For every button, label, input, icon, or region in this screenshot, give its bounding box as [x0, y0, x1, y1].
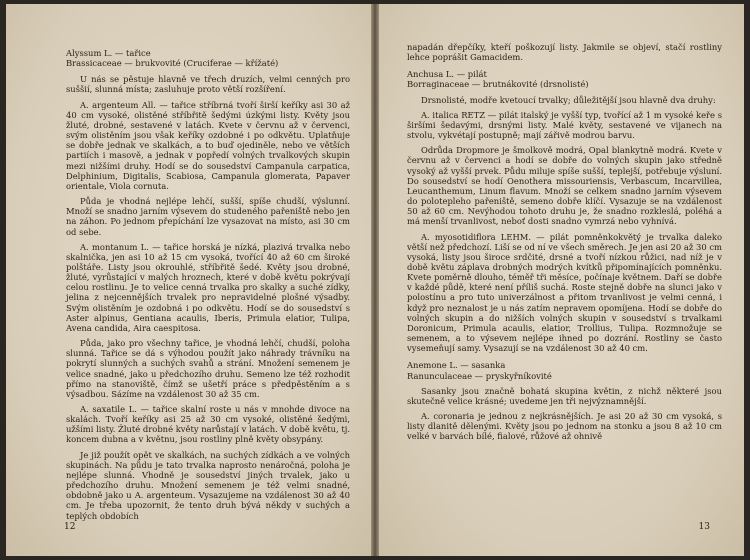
paragraph: A. myosotidiflora LEHM. — pilát pomněnkokvětý je trvalka daleko větší než předchozí. Liší se od ní ve všech směrech. Je jen asi 20 až 30 cm vysoká, listy jsou široce srdčité, drsné a tvoří nízkou růžici, nad níž je v době květu záplava drobných modrých kvítků připomínajících pomněnku. Kvete poměrně dlouho, téměř tři měsíce, počínaje květnem. Daří se dobře v každé půdě, které není příliš suchá. Roste stejně dobře na slunci jako v polostínu a pro tuto univerzálnost a přitom trvanlivost je velmi cenná, i když pro neznalost je u nás zatím nepravem opomíjena. Hodí se dobře do volných skupin a do nižších volných skupin v sousedství s trvalkami Doronicum, Primula acaulis, elatior, Trollius, Tulipa. Rozmnožuje se semenem, a to výsevem nejlépe ihned po dozrání. Rostliny se často vysemeňují samy. Vysazují se na vzdálenost 30 až 40 cm.	[407, 231, 722, 354]
right-page	[379, 4, 744, 556]
paragraph: Drsnolisté, modře kvetoucí trvalky; důležitější jsou hlavně dva druhy:	[421, 94, 716, 105]
paragraph: Odrůda Dropmore je šmolkově modrá, Opal blankytně modrá. Kvete v červnu až v červenci a hodí se dobře do volných skupin jako středně vysoký až vyšší prvek. Půdu miluje spíše sušší, teplejší, potřebuje výsluní. Do sousedství se hodí Oenothera missouriensis, Verbascum, Incarvillea, Leucanthemum, Linum flavum. Množí se celkem snadno jarním výsevem do polotepleho pařeniště, semeno dobře klíčí. Vysazuje se na vzdálenost 50 až 60 cm. Nevýhodou tohoto druhu je, že snadno rozkleslá, poléhá a má menší trvanlivost, neboť dosti snadno vymrzá nebo vyhnívá.	[407, 145, 722, 227]
paragraph: Půda je vhodná nejlépe lehčí, sušší, spíše chudší, výslunní. Množí se snadno jarním výsevem do studeného pařeniště nebo jen na záhon. Po jednom přepíchání lze vysazovat na místo, asi 30 cm od sebe.	[66, 196, 350, 237]
paragraph: Je již použít opět ve skalkách, na suchých zídkách a ve volných skupinách. Na půdu je tato trvalka naprosto nenáročná, poloha je nejlépe slunná. Vhodně je sousedství jiných trvalek, jako u předchozího druhu. Množení semenem je též velmi snadné, obdobně jako u A. argenteum. Vysazujeme na vzdálenost 30 až 40 cm. Je třeba upozornit, že tento druh bývá někdy v suchých a teplých obdobích	[66, 449, 350, 521]
book-gutter	[371, 4, 379, 556]
family-line-borraginaceae: Borraginaceae — brutnákovité (drsnolisté)	[407, 79, 589, 90]
paragraph: Sasanky jsou značně bohatá skupina květin, z nichž některé jsou skutečně velice krásné; uvedeme jen tři nejvýznamnější.	[407, 385, 722, 406]
paragraph: A. coronaria je jednou z nejkrásnějších. Je asi 20 až 30 cm vysoká, s listy dlanitě dělenými. Květy jsou po jednom na stonku a jsou 8 až 10 cm velké v barvách bílé, fialové, růžové až ohnivě	[407, 411, 722, 442]
paragraph: napadán dřepčíky, kteří poškozují listy. Jakmile se objeví, stačí rostliny lehce poprášit Gamacidem.	[407, 42, 722, 63]
paragraph: A. argenteum All. — tařice stříbrná tvoří širší keříky asi 30 až 40 cm vysoké, olistěné stříbřitě šedými úzkými listy. Květy jsou žluté, drobné, sestavené v latách. Kvete v červnu až v červenci, svým olistěním jsou však keříky ozdobné i po odkvětu. Uplatňuje se dobře jednak ve skalkách, a to buď ojediněle, nebo ve větších partiích i masově, a jednak v popředí volných trvalkových skupin mezi nižšími druhy. Hodí se do sousedství Campanula carpatica, Delphinium, Digitalis, Scabiosa, Campanula glomerata, Papaver orientale, Viola cornuta.	[66, 99, 350, 191]
paragraph: A. montanum L. — tařice horská je nízká, plazivá trvalka nebo skalnička, jen asi 10 až 15 cm vysoká, tvořící 40 až 60 cm široké polštáře. Listy jsou okrouhlé, stříbřitě šedé. Květy jsou drobné, žluté, vyrůstající v malých hroznech, které v době květu pokrývají celou rostlinu. Je to velice cenná trvalka pro skalky a suché zídky, jelina z nejcennějších trvalek pro nepravidelné plošné výsadby. Svým olistěním je ozdobná i po odkvětu. Hodí se do sousedství s Aster alpinus, Gentiana acaulis, Iberis, Primula elatior, Tulipa, Avena candida, Aira caespitosa.	[66, 241, 350, 333]
genus-heading-alyssum: Alyssum L. — tařice	[66, 48, 151, 58]
paragraph: U nás se pěstuje hlavně ve třech druzích, velmi cenných pro suššií, slunná místa; zasluhuje proto větší rozšíření.	[66, 74, 350, 95]
paragraph: A. italica RETZ — pilát italský je vyšší typ, tvořící až 1 m vysoké keře s širšími šedavými, drsnými listy. Malé květy, sestavené ve vijanech na stvolu, vykvétají postupně; mají zářivě modrou barvu.	[407, 109, 722, 141]
left-page	[6, 4, 373, 556]
paragraph: A. saxatile L. — tařice skalní roste u nás v mnohde divoce na skalách. Tvoří keříky asi 25 až 30 cm vysoké, olistěné šedými, užšími listy. Žluté drobné květy narůstají v latách. V době květu, tj. koncem dubna a v květnu, jsou rostliny plně květy obsypány.	[66, 404, 350, 445]
page-number: 12	[64, 522, 76, 532]
genus-heading-anemone: Anemone L. — sasanka	[407, 360, 506, 371]
paragraph: Půda, jako pro všechny tařice, je vhodná lehčí, chudší, poloha slunná. Tařice se dá s výhodou použít jako náhrady trávníku na pokrytí slunných a suchých svahů a strání. Množení semenem je velice snadné, jako u předchozího druhu. Semeno lze též rozhodit přímo na stanoviště, čímž se ušetří práce s předpěstěním a s výsadbou. Sázíme na vzdálenost 30 až 35 cm.	[66, 338, 350, 399]
page-number: 13	[698, 522, 710, 532]
family-line-brassicaceae: Brassicaceae — brukvovité (Cruciferae — křížaté)	[66, 58, 279, 69]
family-line-ranunculaceae: Ranunculaceae — pryskyřníkovité	[407, 370, 552, 381]
genus-heading-anchusa: Anchusa L. — pilát	[407, 69, 487, 80]
